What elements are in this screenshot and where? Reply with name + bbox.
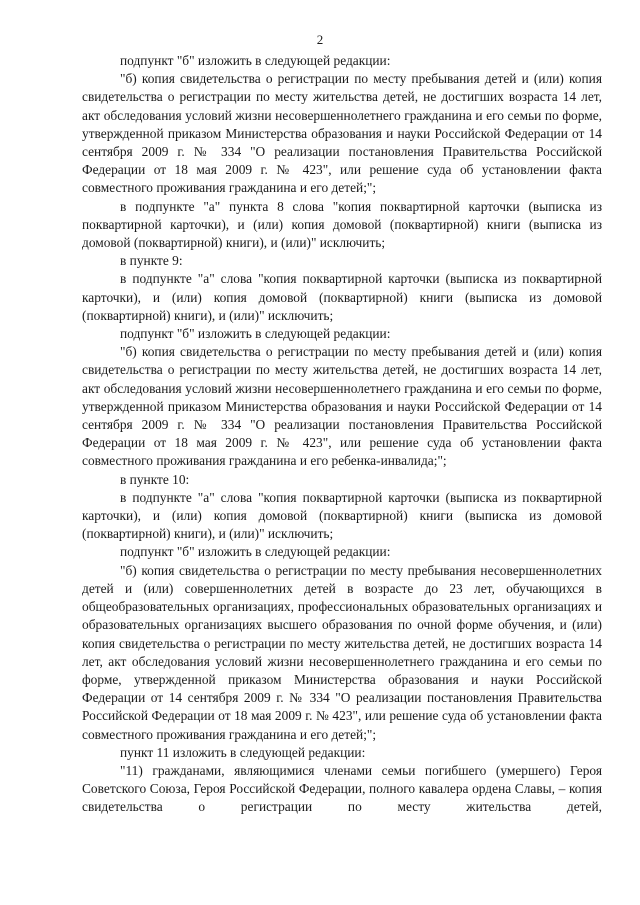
paragraph: "б) копия свидетельства о регистрации по месту пребывания детей и (или) копия свидетельства о регистрации по месту жительства детей, не достигших возраста 14 лет, акт обследования условий жизни несовершеннолетнего гражданина и его семьи по форме, утвержденной приказом Министерства образования и науки Российской Федерации от 14 сентября 2009 г. № 334 "О реализации постановления Правительства Российской Федерации от 18 мая 2009 г. № 423", или решение суда об установлении факта совместного проживания гражданина и его ребенка-инвалида;"; — [82, 344, 602, 469]
paragraph: подпункт "б" изложить в следующей редакции: — [120, 53, 391, 68]
paragraph: в подпункте "а" пункта 8 слова "копия поквартирной карточки (выписка из поквартирной карточки), и (или) копия домовой (поквартирной) книги (выписка из домовой (поквартирной) книги), и (или)" исключить; — [82, 198, 602, 251]
paragraph: "б) копия свидетельства о регистрации по месту пребывания детей и (или) копия свидетельства о регистрации по месту жительства детей, не достигших возраста 14 лет, акт обследования условий жизни несовершеннолетнего гражданина и его семьи по форме, утвержденной приказом Министерства образования и науки Российской Федерации от 14 сентября 2009 г. № 334 "О реализации постановления Правительства Российской Федерации от 18 мая 2009 г. № 423", или решение суда об установлении факта совместного проживания гражданина и его детей;"; — [82, 71, 602, 196]
paragraph: "11) гражданами, являющимися членами семьи погибшего (умершего) Героя Советского Союза, Героя Российской Федерации, полного кавалера ордена Славы, – копия свидетельства о регистрации по месту жительства детей, — [82, 762, 602, 815]
paragraph: "б) копия свидетельства о регистрации по месту пребывания несовершеннолетних детей и (или) совершеннолетних детей в возрасте до 23 лет, обучающихся в общеобразовательных организациях, профессиональных образовательных организациях и образовательных организациях высшего образования по очной форме обучения, и (или) копия свидетельства о регистрации по месту жительства детей, не достигших возраста 14 лет, акт обследования условий жизни несовершеннолетнего гражданина и его семьи по форме, утвержденной приказом Министерства образования и науки Российской Федерации от 14 сентября 2009 г. № 334 "О реализации постановления Правительства Российской Федерации от 18 мая 2009 г. № 423", или решение суда об установлении факта совместного проживания гражданина и его детей;"; — [82, 562, 602, 742]
paragraph: пункт 11 изложить в следующей редакции: — [120, 744, 366, 760]
paragraph: подпункт "б" изложить в следующей редакции: — [120, 544, 391, 560]
paragraph: в пункте 10: — [120, 471, 190, 487]
paragraph: в подпункте "а" слова "копия поквартирной карточки (выписка из поквартирной карточки), и (или) копия домовой (поквартирной) книги (выписка из домовой (поквартирной) книги), и (или)" исключить; — [82, 271, 602, 323]
paragraph: в подпункте "а" слова "копия поквартирной карточки (выписка из поквартирной карточки), и (или) копия домовой (поквартирной) книги (выписка из домовой (поквартирной) книги), и (или)" исключить; — [82, 489, 602, 542]
paragraph: в пункте 9: — [120, 253, 183, 269]
paragraph: подпункт "б" изложить в следующей редакции: — [120, 326, 391, 342]
page-number: 2 — [316, 32, 324, 47]
document-body — [82, 52, 602, 817]
